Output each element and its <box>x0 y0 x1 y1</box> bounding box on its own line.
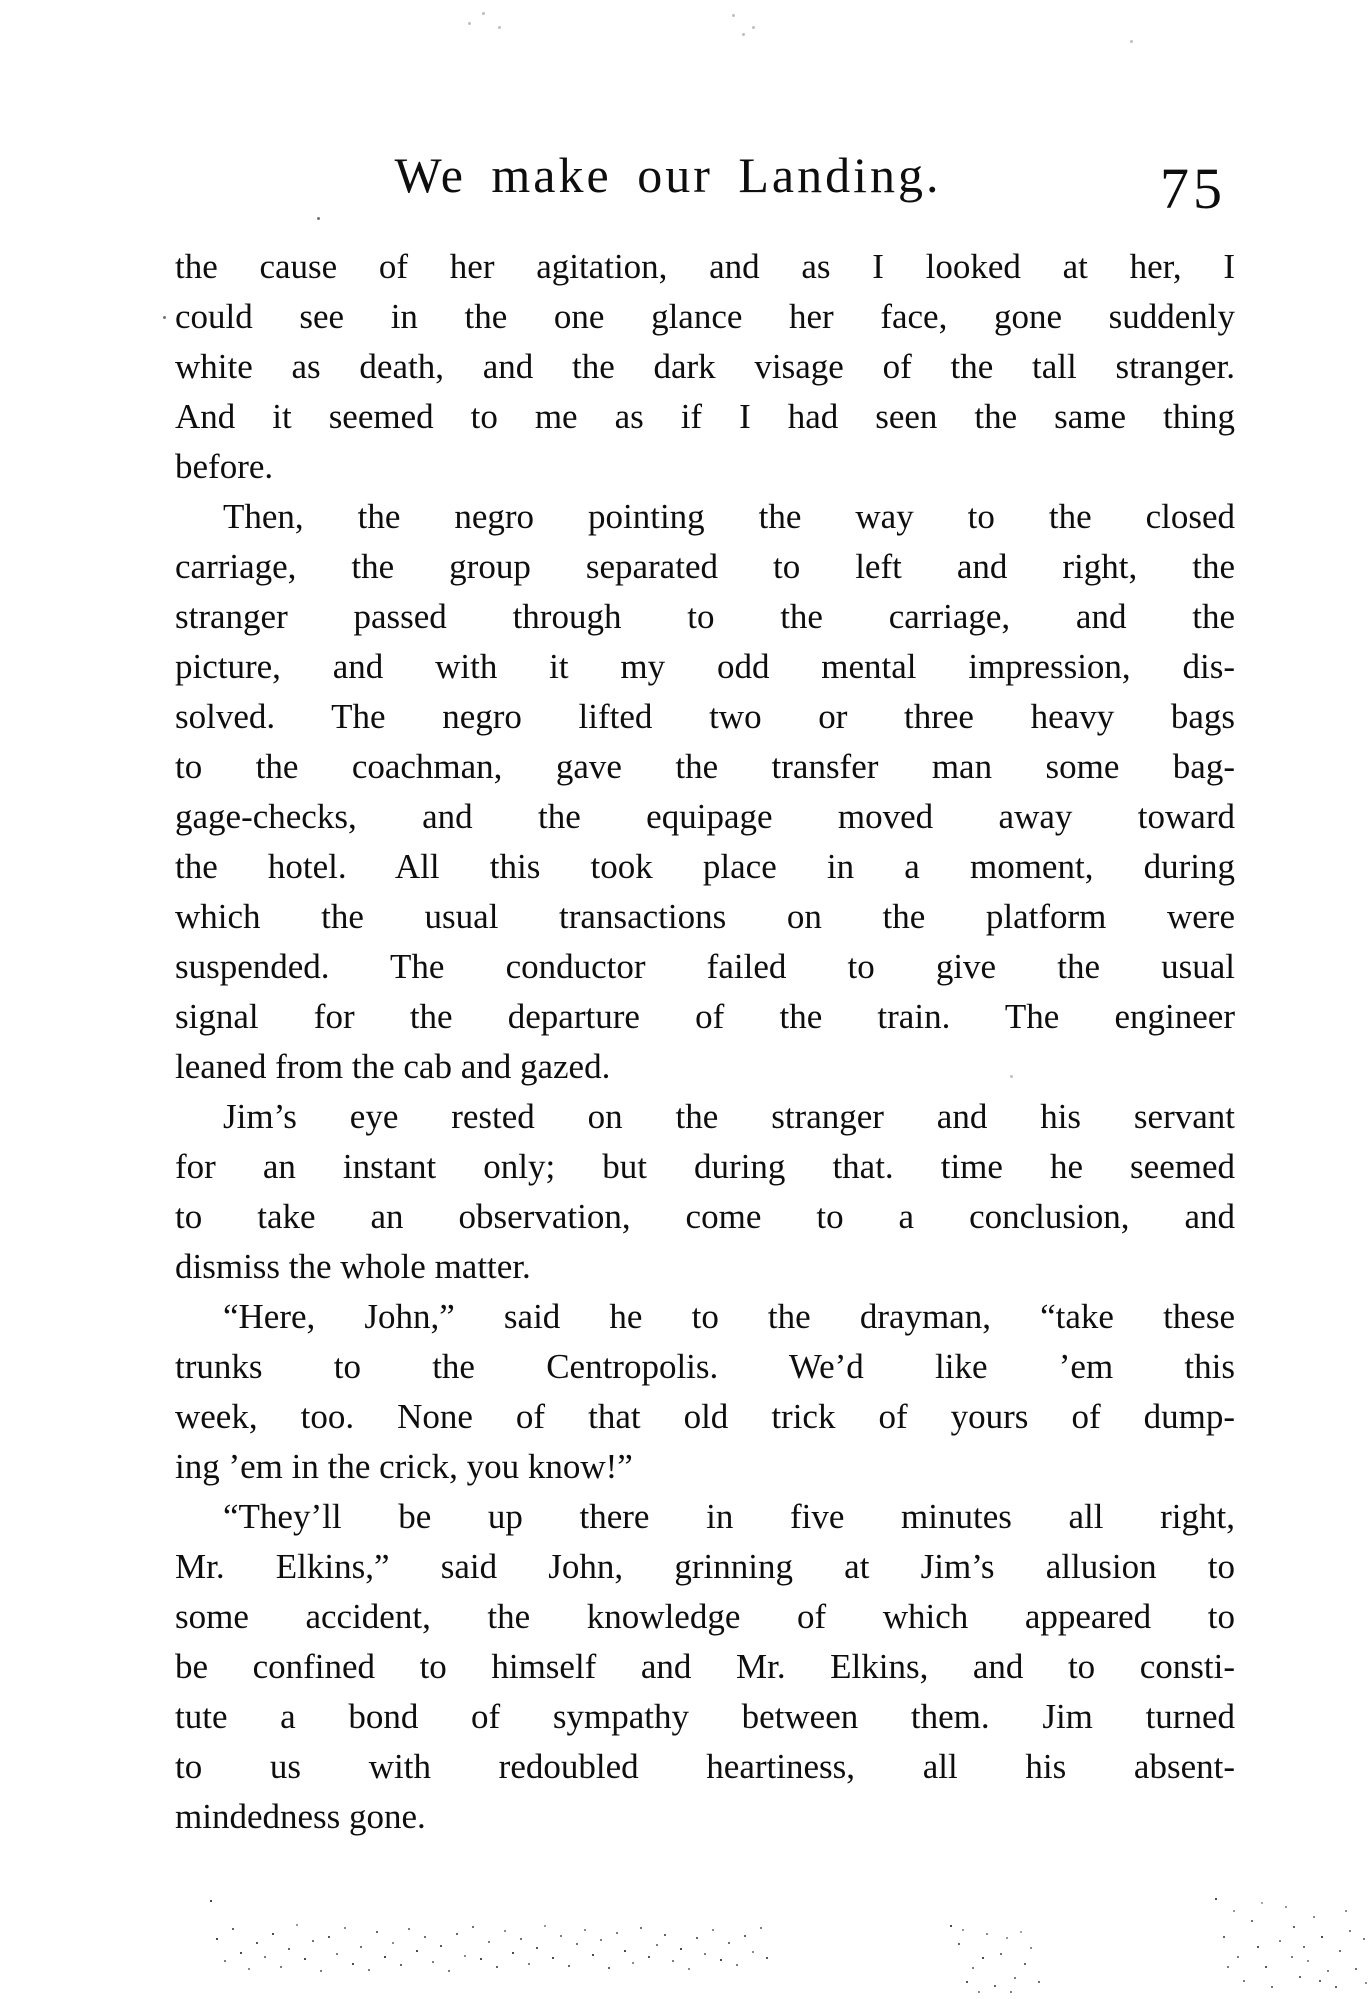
scan-speck <box>732 14 735 17</box>
paragraph <box>175 242 1235 492</box>
text-line: “Here, John,” said he to the drayman, “take these <box>223 1297 1235 1336</box>
paragraph <box>175 1492 1235 1842</box>
scan-speck <box>1130 40 1133 43</box>
text-line: gage-checks, and the equipage moved away toward <box>175 797 1235 836</box>
text-line: to the coachman, gave the transfer man some bag- <box>175 747 1235 786</box>
paragraph <box>175 1092 1235 1292</box>
text-line: which the usual transactions on the platform were <box>175 897 1235 936</box>
text-line: before. <box>175 447 274 486</box>
text-line: And it seemed to me as if I had seen the same thing <box>175 397 1235 436</box>
page-title: We make our Landing. <box>394 147 942 203</box>
text-line: Jim’s eye rested on the stranger and his servant <box>223 1097 1235 1136</box>
paragraph <box>175 1292 1235 1492</box>
text-line: ing ’em in the crick, you know!” <box>175 1447 633 1486</box>
text-line: “They’ll be up there in five minutes all right, <box>223 1497 1235 1536</box>
text-line: signal for the departure of the train. The engineer <box>175 997 1235 1036</box>
scan-speck <box>482 12 485 15</box>
text-line: mindedness gone. <box>175 1797 426 1836</box>
scan-speck <box>742 33 745 36</box>
text-line: some accident, the knowledge of which appeared to <box>175 1597 1235 1636</box>
scan-speck <box>752 26 755 29</box>
scan-speck <box>317 217 320 220</box>
text-line: the hotel. All this took place in a moment, during <box>175 847 1235 886</box>
text-line: carriage, the group separated to left and right, the <box>175 547 1235 586</box>
text-line: leaned from the cab and gazed. <box>175 1047 611 1086</box>
scan-noise-bottom-left <box>210 1900 212 1902</box>
scan-speck <box>163 316 166 319</box>
scan-noise-bottom-middle <box>950 1925 952 1927</box>
text-line: suspended. The conductor failed to give the usual <box>175 947 1235 986</box>
scan-speck <box>498 26 501 29</box>
text-block <box>175 242 1235 1842</box>
text-line: for an instant only; but during that. time he seemed <box>175 1147 1235 1186</box>
text-line: dismiss the whole matter. <box>175 1247 531 1286</box>
text-line: trunks to the Centropolis. We’d like ’em this <box>175 1347 1235 1386</box>
text-line: solved. The negro lifted two or three heavy bags <box>175 697 1235 736</box>
text-line: week, too. None of that old trick of yours of dump- <box>175 1397 1235 1436</box>
text-line: to us with redoubled heartiness, all his absent- <box>175 1747 1235 1786</box>
text-line: tute a bond of sympathy between them. Jim turned <box>175 1697 1235 1736</box>
text-line: Then, the negro pointing the way to the closed <box>223 497 1235 536</box>
text-line: to take an observation, come to a conclusion, and <box>175 1197 1235 1236</box>
text-line: could see in the one glance her face, gone suddenly <box>175 297 1235 336</box>
text-line: Mr. Elkins,” said John, grinning at Jim’s allusion to <box>175 1547 1235 1586</box>
text-line: picture, and with it my odd mental impression, dis- <box>175 647 1235 686</box>
scan-noise-bottom-right <box>1215 1898 1217 1900</box>
paragraph <box>175 492 1235 1092</box>
scan-speck <box>468 22 471 25</box>
text-line: stranger passed through to the carriage, and the <box>175 597 1235 636</box>
text-line: white as death, and the dark visage of the tall stranger. <box>175 347 1235 386</box>
text-line: be confined to himself and Mr. Elkins, and to consti- <box>175 1647 1235 1686</box>
text-line: the cause of her agitation, and as I looked at her, I <box>175 247 1235 286</box>
scan-speck <box>1010 1075 1013 1078</box>
page-number: 75 <box>1160 156 1226 221</box>
